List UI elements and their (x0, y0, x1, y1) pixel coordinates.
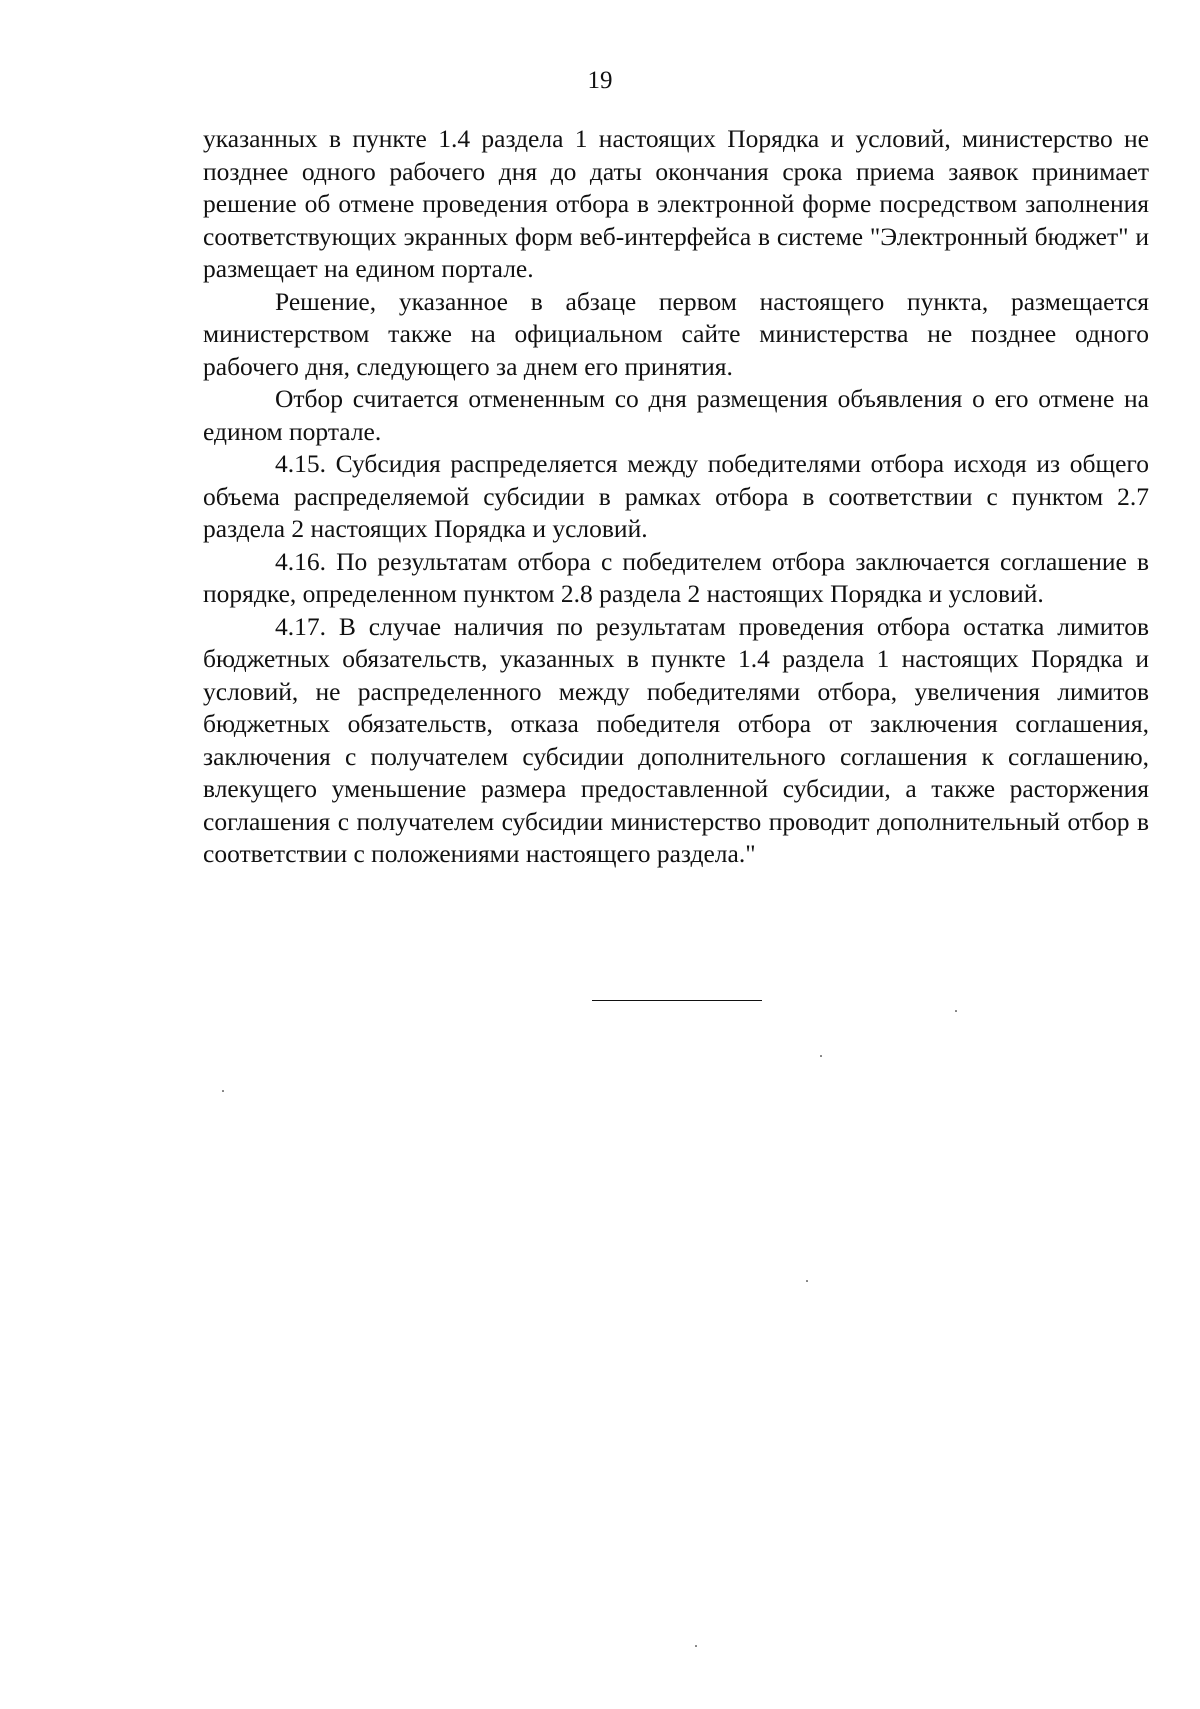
scan-speck (955, 1010, 957, 1012)
paragraph-4-15: 4.15. Субсидия распределяется между победителями отбора исходя из общего объема распределяемой субсидии в рамках отбора в соответствии с пунктом 2.7 раздела 2 настоящих Порядка и условий. (203, 449, 1149, 543)
paragraph-4-17: 4.17. В случае наличия по результатам проведения отбора остатка лимитов бюджетных обязательств, указанных в пункте 1.4 раздела 1 настоящих Порядка и условий, не распределенного между победителями отбора, увеличения лимитов бюджетных обязательств, отказа победителя отбора от заключения соглашения, заключения с получателем субсидии дополнительного соглашения к соглашению, влекущего уменьшение размера предоставленной субсидии, а также расторжения соглашения с получателем субсидии министерство проводит дополнительный отбор в соответствии с положениями настоящего раздела." (203, 611, 1149, 868)
paragraph-3: Отбор считается отмененным со дня размещения объявления о его отмене на едином портале. (203, 384, 1149, 446)
scan-speck (806, 1280, 808, 1282)
closing-divider (592, 1000, 762, 1001)
page-number: 19 (587, 67, 613, 94)
document-body (203, 123, 1149, 871)
paragraph-1: указанных в пункте 1.4 раздела 1 настоящих Порядка и условий, министерство не позднее одного рабочего дня до даты окончания срока приема заявок принимает решение об отмене проведения отбора в электронной форме посредством заполнения соответствующих экранных форм веб-интерфейса в системе "Электронный бюджет" и размещает на едином портале. (203, 124, 1149, 283)
scan-speck (222, 1090, 224, 1092)
scan-speck (820, 1055, 822, 1057)
paragraph-2: Решение, указанное в абзаце первом настоящего пункта, размещается министерством также на официальном сайте министерства не позднее одного рабочего дня, следующего за днем его принятия. (203, 286, 1149, 381)
scan-speck (695, 1645, 697, 1647)
paragraph-4-16: 4.16. По результатам отбора с победителем отбора заключается соглашение в порядке, определенном пунктом 2.8 раздела 2 настоящих Порядка и условий. (203, 546, 1149, 608)
